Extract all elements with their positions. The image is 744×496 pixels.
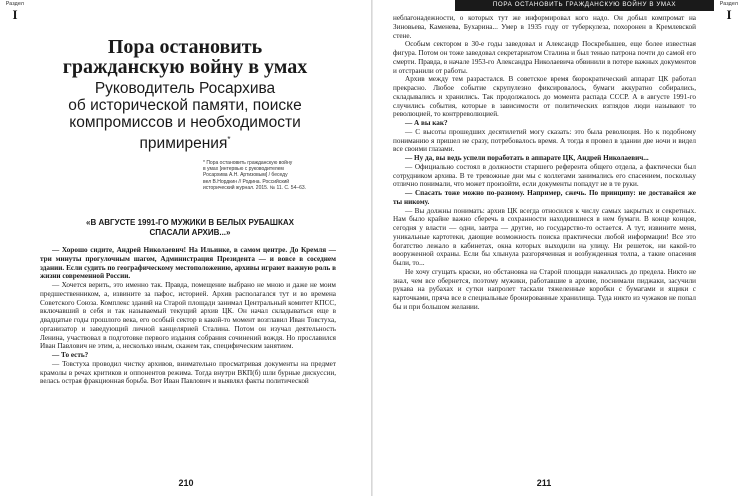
footnote-line: исторический журнал. 2015. № 11. С. 54–63. bbox=[203, 184, 307, 191]
page-number-right: 211 bbox=[536, 478, 552, 488]
paragraph: — Ну да, вы ведь успели поработать в аппарате ЦК, Андрей Николаевич... bbox=[405, 154, 649, 162]
subtitle-line-2: об исторической памяти, поиске bbox=[68, 97, 302, 114]
subtitle-line-3: компромиссов и необходимости bbox=[69, 114, 301, 131]
section-label: Раздел bbox=[719, 1, 739, 7]
footnote-line: Росархива А.Н. Артизовым] / беседу bbox=[203, 172, 288, 179]
subtitle-line-4-text: примирения bbox=[139, 135, 228, 153]
title-line-2: гражданскую войну в умах bbox=[62, 56, 308, 78]
section-heading-line-1: «В АВГУСТЕ 1991-ГО МУЖИКИ В БЕЛЫХ РУБАШКАХ bbox=[86, 218, 294, 227]
section-tag-left bbox=[2, 2, 28, 21]
footnote-line: * Пора остановить гражданскую войну bbox=[203, 160, 293, 166]
subtitle-line-4 bbox=[60, 131, 310, 152]
paragraph: — Официально состоял в должности старшего референта общего отдела, а фактически был сотрудником архива. В те тревожные дни мы с коллегами занимались его спасением, поскольку отлично понимали, что может произойти, если документы попадут не в те руки. bbox=[393, 162, 696, 189]
paragraph: — Вы должны понимать: архив ЦК всегда относился к числу самых закрытых и секретных. Нам было крайне важно сберечь в сохранности находившиеся в нем бумаги. В конце концов, сегодня у власти — одни, завтра — другие, но государство-то остается. А тут, извините меня, уникальные картотеки, дающие возможность поиска практически любой информации! Все это богатство лежало в кабинетах, окна которых выходили на улицу. Ни решеток, ни какой-то вооруженной охраны. Если бы хлынула разгоряченная и возбужденная толпа, а такие опасения были, то... bbox=[393, 206, 696, 267]
paragraph: Архив между тем разрастался. В советское время бюрократический аппарат ЦК работал прекрасно. Любое событие скрупулезно фиксировалось, бумаги аккуратно собирались, складывались и хранились. Так продолжалось до момента распада СССР. А в августе 1991-го случились события, которые в зависимости от политических взглядов люди называют то революцией, то контрреволюцией. bbox=[393, 75, 696, 119]
right-page bbox=[373, 0, 744, 496]
paragraph: — Хочется верить, это именно так. Правда, помещение выбрано не мною и даже не моим предшественником, а, извините за пафос, историей. Архив располагался тут и во времена Советского Союза. Комплекс зданий на Старой площади занимал Центральный комитет КПСС, включавший в себя и так называемый текущий архив ЦК. Он начал складываться еще в двадцатые годы прошлого века, его особый сектор в какой-то момент возглавил Иван Товстуха, организатор и заведующий личной канцелярией Сталина. Потом он изучал деятельность Ленина, участвовал в подготовке первого издания собрания сочинений вождя. Но прославился Иван Павлович не этим, а, несколько иным, скажем так, специфическим занятием. bbox=[40, 281, 336, 351]
paragraph: — А вы как? bbox=[405, 119, 448, 127]
left-body-column bbox=[40, 246, 336, 472]
section-label: Раздел bbox=[5, 1, 25, 7]
paragraph: Не хочу сгущать краски, но обстановка на Старой площади накалилась до предела. Никто не знал, чем все обернется, поэтому мужики, работавшие в архиве, поснимали пиджаки, засучили рукава на рубахах и сутки напролет таскали тяжеленные коробки с бумагами и ящики с карточками, пряча все в специальные бронированные хранилища. Туда никто из чужаков не попал бы и при большом желании. bbox=[393, 267, 696, 311]
paragraph: — С высоты прошедших десятилетий могу сказать: это была революция. Но к подобному пониманию я пришел не сразу, потребовалось время. А тогда я провел в здании две ночи и видел все своими глазами. bbox=[393, 127, 696, 154]
paragraph: — Спасать тоже можно по-разному. Например, сжечь. По принципу: не доставайся же ты никому. bbox=[393, 189, 696, 206]
section-tag-right bbox=[716, 2, 742, 21]
page-number-left: 210 bbox=[178, 478, 194, 488]
section-numeral: I bbox=[12, 7, 18, 22]
footnote-line: вел В.Нордкин // Родина. Российский bbox=[203, 178, 290, 185]
section-numeral: I bbox=[726, 7, 732, 22]
footnote bbox=[203, 160, 321, 191]
subtitle-line-1: Руководитель Росархива bbox=[94, 80, 276, 97]
right-body-column bbox=[393, 14, 696, 474]
section-heading bbox=[58, 218, 322, 238]
section-heading-line-2: СПАСАЛИ АРХИВ...» bbox=[149, 228, 231, 237]
paragraph: Особым сектором в 30-е годы заведовал и Александр Поскребышев, еще более известная фигура. Потом он тоже заведовал секретариатом Сталина и был тенью патрона почти до самой его смерти. Правда, в начале 1953-го Александра Николаевича обвинили в потере важных документов и отстранили от работы. bbox=[393, 40, 696, 75]
paragraph: неблагонадежности, о которых тут же информировал кого надо. Он добыл компромат на Зиновьева, Каменева, Бухарина... Умер в 1935 году от туберкулеза, похоронен в Кремлевской стене. bbox=[393, 14, 696, 40]
footnote-mark: * bbox=[227, 135, 231, 144]
article-title bbox=[60, 37, 310, 77]
title-line-1: Пора остановить bbox=[107, 36, 263, 58]
paragraph: — Хорошо сидите, Андрей Николаевич! На Ильинке, в самом центре. До Кремля — три минуты прогулочным шагом, Администрация Президента — и вовсе в соседнем здании. Если судить по географическому местоположению, архивы играют важную роль в жизни современной России. bbox=[40, 246, 336, 281]
running-head: ПОРА ОСТАНОВИТЬ ГРАЖДАНСКУЮ ВОЙНУ В УМАХ bbox=[455, 0, 714, 10]
paragraph: — Товстуха проводил чистку архивов, внимательно просматривая документы на предмет крамолы в речах критиков и оппонентов режима. Тогда внутри ВКП(б) шли бурные дискуссии, велась острая фракционная борьба. Вот Иван Павлович и выявлял факты политической bbox=[40, 359, 336, 386]
footnote-line: в умах [интервью с руководителем bbox=[203, 166, 284, 173]
left-page bbox=[0, 0, 371, 496]
article-subtitle bbox=[60, 80, 310, 152]
running-head-rule bbox=[455, 10, 714, 11]
paragraph: — То есть? bbox=[52, 351, 89, 359]
